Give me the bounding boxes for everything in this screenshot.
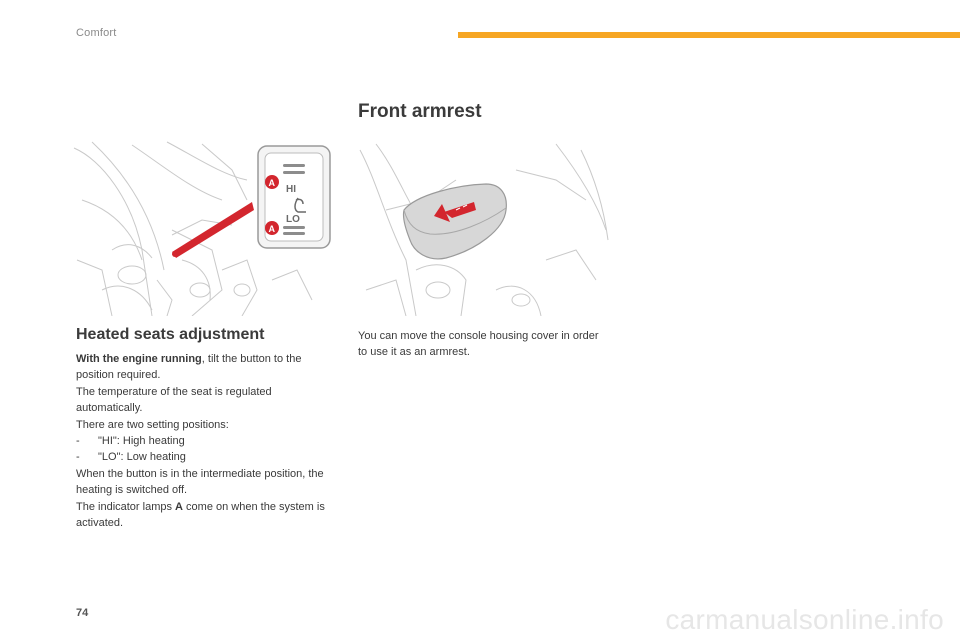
switch-hi-label: HI [286,184,296,195]
page-number: 74 [76,607,89,619]
armrest-illustration [356,140,610,316]
intro-paragraph [76,351,338,384]
indicator-a-top: A [268,178,275,188]
armrest-text: You can move the console housing cover in order to use it as an armrest. [358,330,599,359]
indicator-pre: The indicator lamps [76,500,176,513]
watermark: carmanualsonline.info [665,604,944,635]
section-accent-bar [458,32,960,38]
armrest-heading: Front armrest [358,101,482,122]
indicator-post: come on when the system is activated. [76,500,325,530]
bullet-lo [76,449,338,465]
positions-paragraph: There are two setting positions: [76,418,229,431]
indicator-bold: A [175,500,183,513]
bullet-lo-text: "LO": Low heating [98,451,186,464]
intermediate-paragraph: When the button is in the intermediate position, the heating is switched off. [76,467,324,497]
switch-lo-label: LO [286,214,300,225]
intro-bold: With the engine running [76,353,202,365]
regulation-paragraph: The temperature of the seat is regulated automatically. [76,385,272,415]
indicator-a-bottom: A [268,224,275,234]
heated-seat-illustration [72,140,334,316]
indicator-paragraph [76,499,338,532]
bullet-hi [76,433,338,449]
section-title: Comfort [76,27,117,39]
bullet-dash: - [76,435,80,448]
heated-seats-heading: Heated seats adjustment [76,326,265,343]
bullet-hi-text: "HI": High heating [98,435,185,448]
heated-seats-text [76,351,338,531]
intro-rest: , tilt the button to the position required. [76,353,302,382]
bullet-dash: - [76,451,80,464]
